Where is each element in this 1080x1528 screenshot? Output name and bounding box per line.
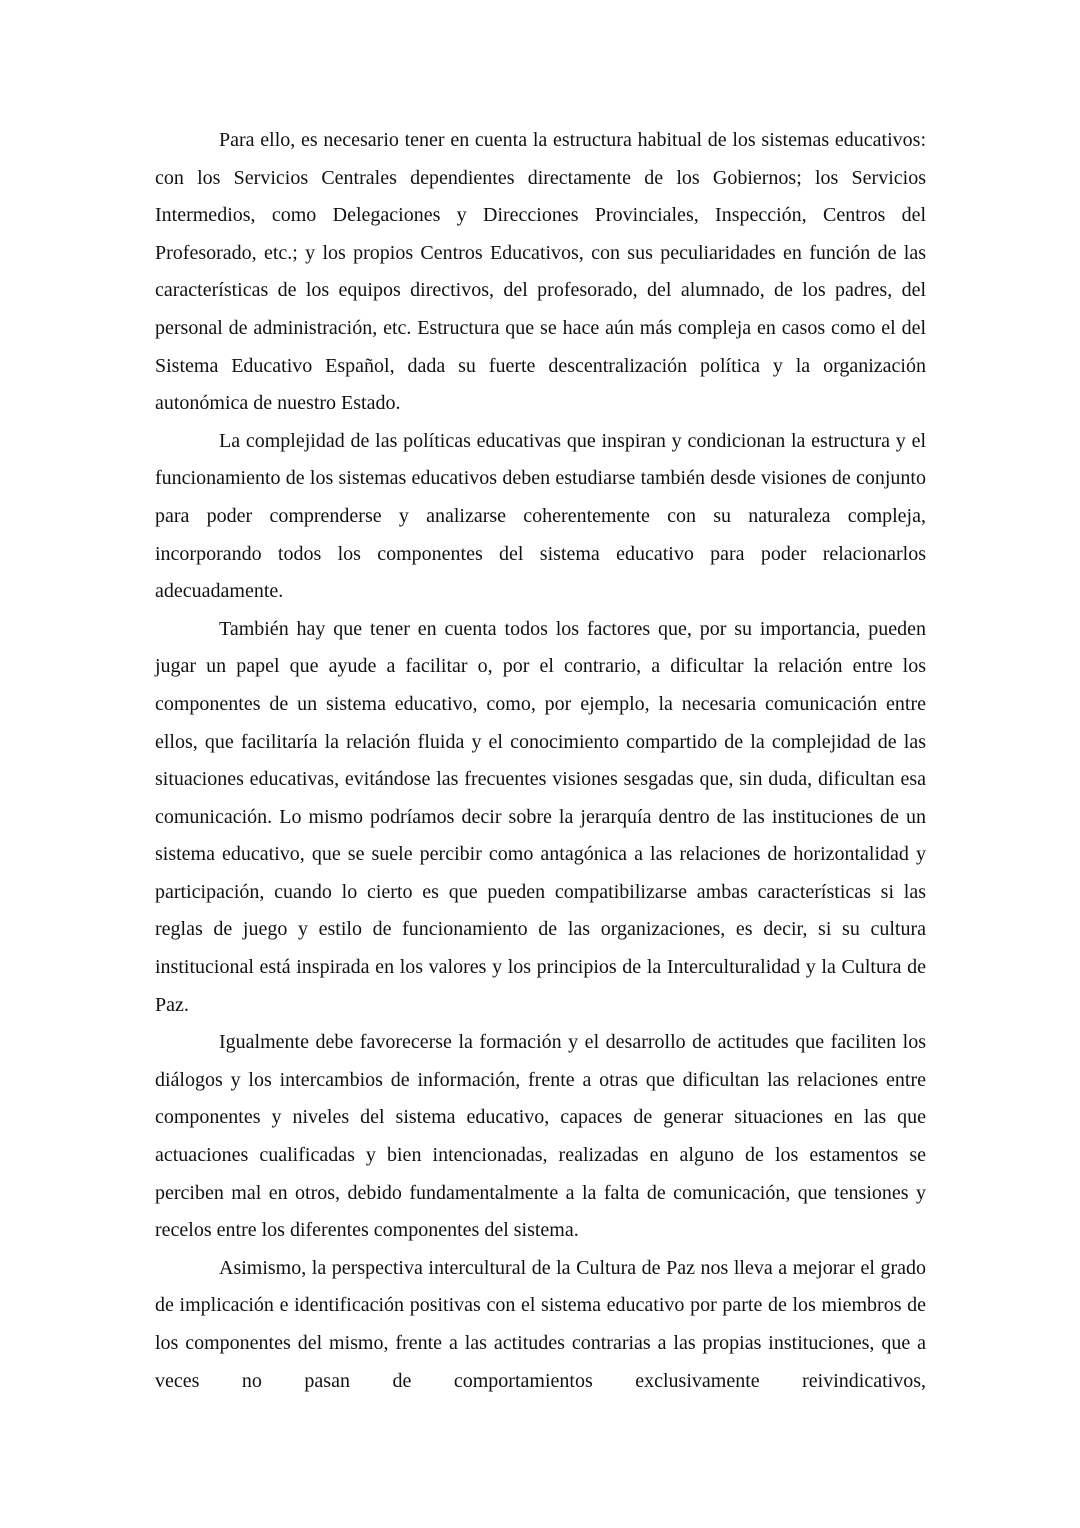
paragraph-4: Igualmente debe favorecerse la formación y el desarrollo de actitudes que faciliten los diálogos y los intercambios de información, frente a otras que dificultan las relaciones entre componentes y niveles del sistema educativo, capaces de generar situaciones en las que actuaciones cualificadas y bien intencionadas, realizadas en alguno de los estamentos se perciben mal en otros, debido fundamentalmente a la falta de comunicación, que tensiones y recelos entre los diferentes componentes del sistema. — [155, 1031, 926, 1242]
document-body — [155, 122, 926, 1400]
paragraph-2: La complejidad de las políticas educativas que inspiran y condicionan la estructura y el funcionamiento de los sistemas educativos deben estudiarse también desde visiones de conjunto para poder comprenderse y analizarse coherentemente con su naturaleza compleja, incorporando todos los componentes del sistema educativo para poder relacionarlos adecuadamente. — [155, 429, 926, 603]
paragraph-5: Asimismo, la perspectiva intercultural de la Cultura de Paz nos lleva a mejorar el grado de implicación e identificación positivas con el sistema educativo por parte de los miembros de los componentes del mismo, frente a las actitudes contrarias a las propias instituciones, que a veces no pasan de comportamientos exclusivamente reivindicativos, — [155, 1256, 926, 1392]
paragraph-1: Para ello, es necesario tener en cuenta la estructura habitual de los sistemas educativos: con los Servicios Centrales dependientes directamente de los Gobiernos; los Servicios Intermedios, como Delegaciones y Direcciones Provinciales, Inspección, Centros del Profesorado, etc.; y los propios Centros Educativos, con sus peculiaridades en función de las características de los equipos directivos, del profesorado, del alumnado, de los padres, del personal de administración, etc. Estructura que se hace aún más compleja en casos como el del Sistema Educativo Español, dada su fuerte descentralización política y la organización autonómica de nuestro Estado. — [155, 129, 926, 415]
paragraph-3: También hay que tener en cuenta todos los factores que, por su importancia, pueden jugar un papel que ayude a facilitar o, por el contrario, a dificultar la relación entre los componentes de un sistema educativo, como, por ejemplo, la necesaria comunicación entre ellos, que facilitaría la relación fluida y el conocimiento compartido de la complejidad de las situaciones educativas, evitándose las frecuentes visiones sesgadas que, sin duda, dificultan esa comunicación. Lo mismo podríamos decir sobre la jerarquía dentro de las instituciones de un sistema educativo, que se suele percibir como antagónica a las relaciones de horizontalidad y participación, cuando lo cierto es que pueden compatibilizarse ambas características si las reglas de juego y estilo de funcionamiento de las organizaciones, es decir, si su cultura institucional está inspirada en los valores y los principios de la Interculturalidad y la Cultura de Paz. — [155, 617, 926, 1016]
